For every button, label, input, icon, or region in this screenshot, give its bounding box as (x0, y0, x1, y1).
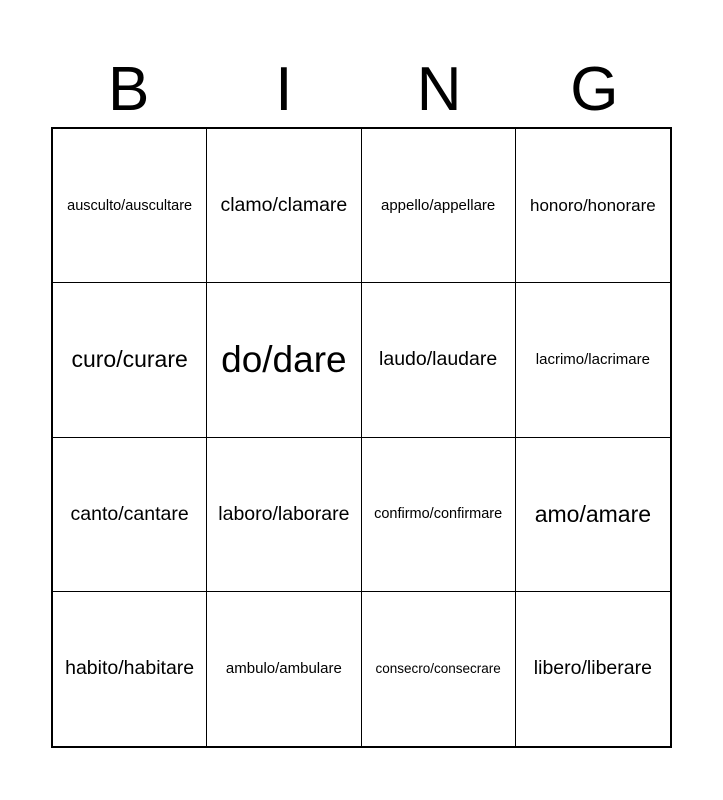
bingo-cell: lacrimo/lacrimare (516, 283, 670, 437)
bingo-cell: laboro/laborare (207, 438, 361, 592)
bingo-cell: laudo/laudare (362, 283, 516, 437)
bingo-cell: confirmo/confirmare (362, 438, 516, 592)
bingo-grid (51, 127, 672, 748)
header-letter-g: G (570, 55, 619, 124)
bingo-cell: curo/curare (53, 283, 207, 437)
bingo-cell: appello/appellare (362, 129, 516, 283)
bingo-cell: libero/liberare (533, 657, 652, 680)
bingo-cell: ausculto/auscultare (53, 129, 207, 283)
header-letter-b: B (107, 55, 150, 124)
bingo-cell: honoro/honorare (516, 129, 670, 283)
header-letter-n: N (416, 55, 462, 124)
bingo-cell: canto/cantare (53, 438, 207, 592)
bingo-cell: habito/habitare (53, 592, 207, 746)
bingo-header (51, 52, 672, 128)
bingo-cell: ambulo/ambulare (207, 592, 361, 746)
bingo-cell: consecro/consecrare (362, 592, 516, 746)
bingo-cell: do/dare (207, 283, 361, 437)
header-letter-i: I (275, 55, 293, 124)
bingo-cell: clamo/clamare (207, 129, 361, 283)
bingo-cell: amo/amare (516, 438, 670, 592)
